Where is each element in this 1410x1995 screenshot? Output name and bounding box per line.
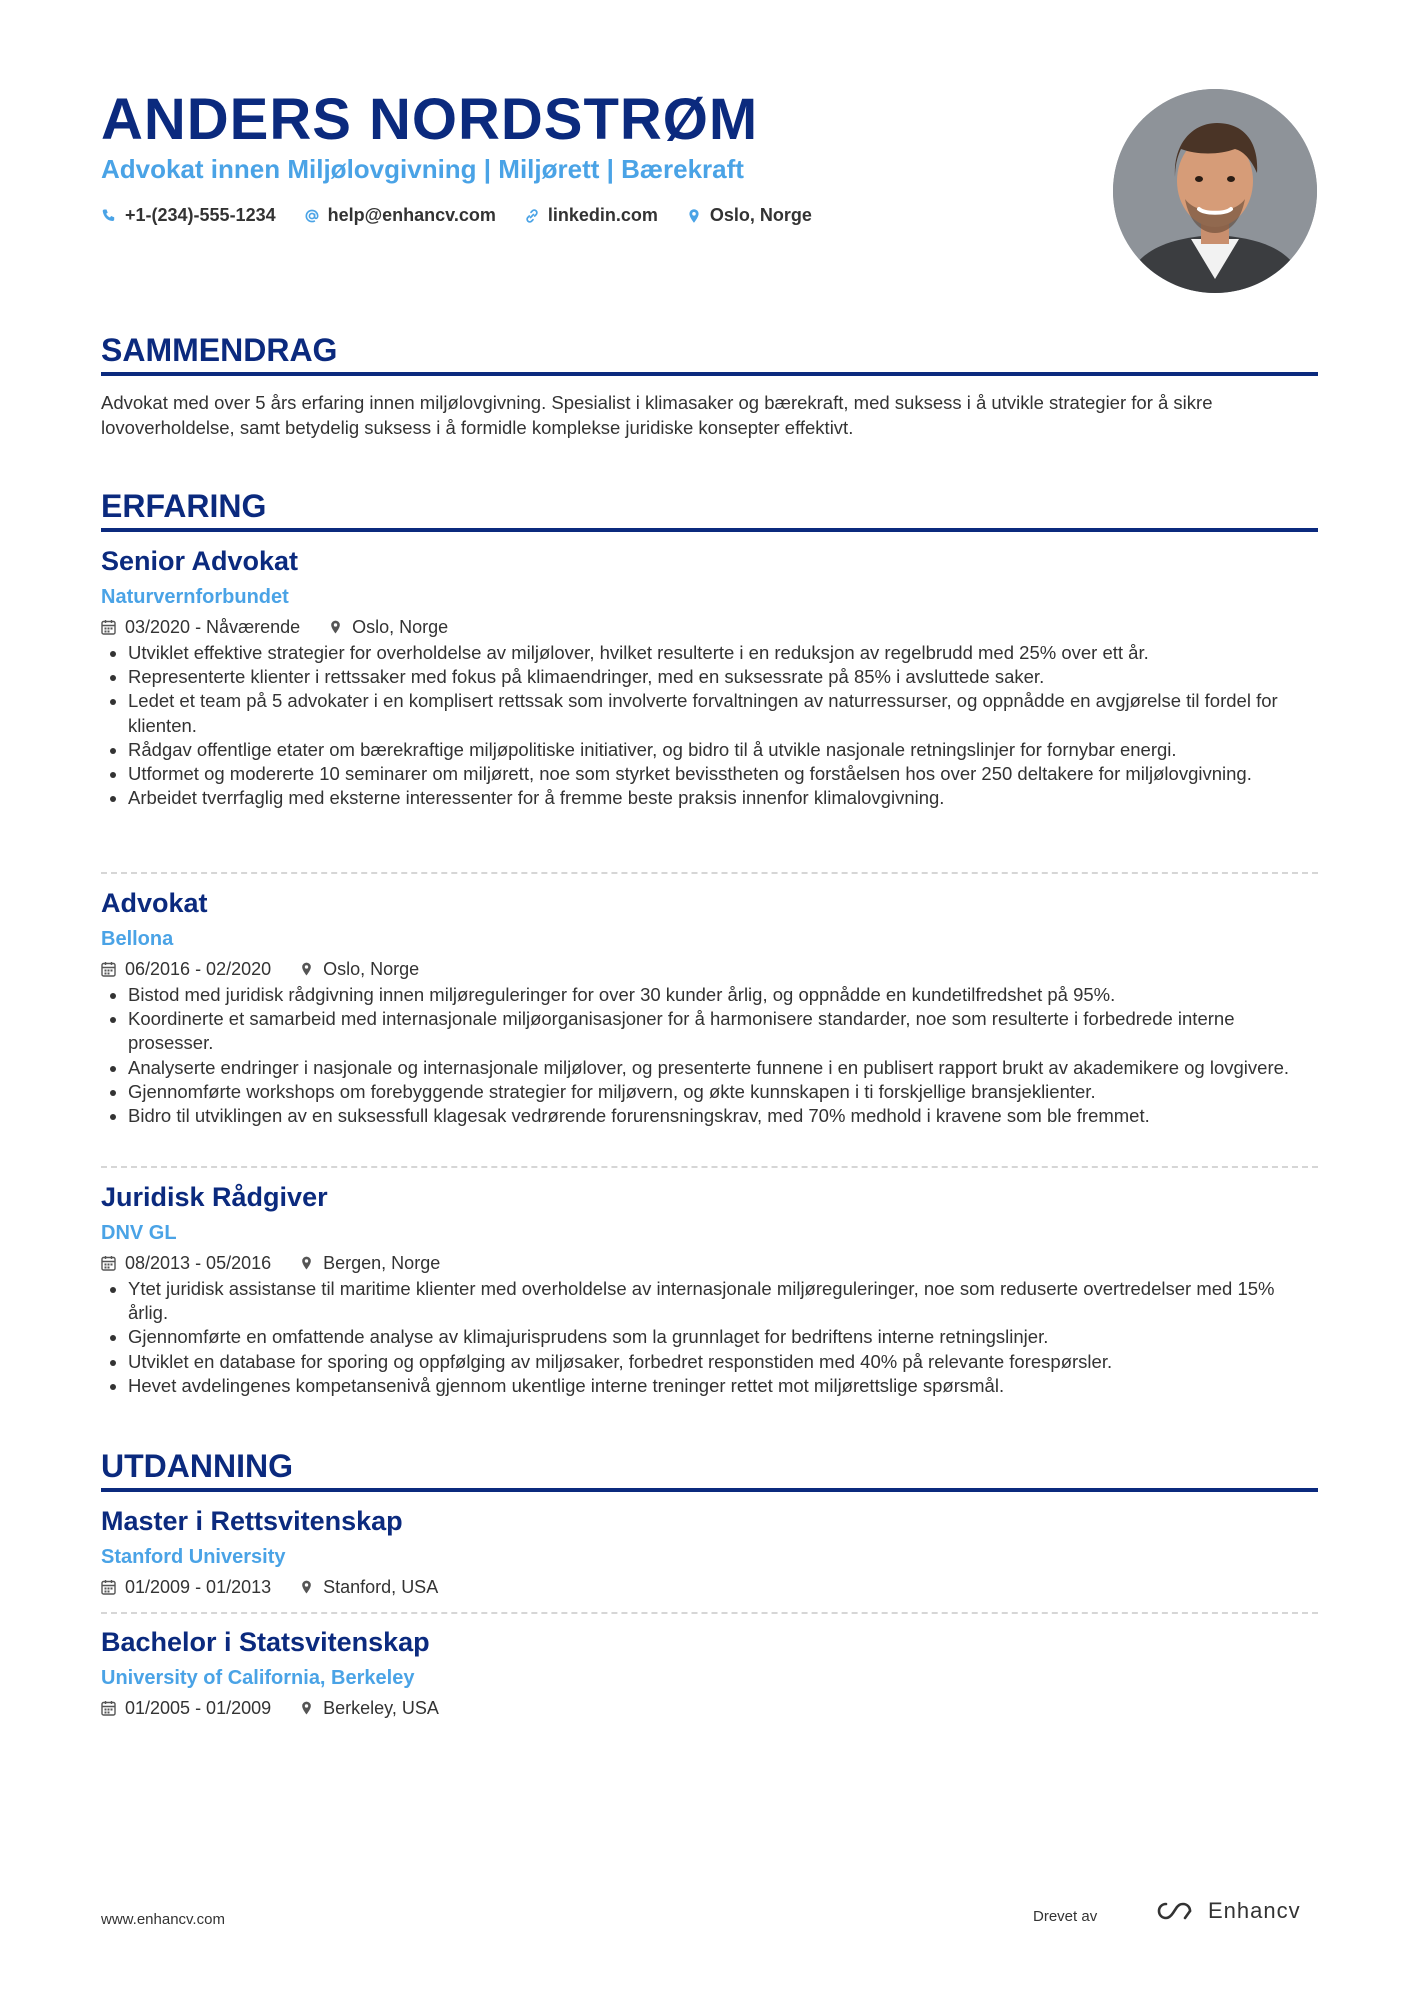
job-dates-text: 08/2013 - 05/2016 bbox=[125, 1253, 272, 1273]
job-meta bbox=[101, 615, 1318, 639]
contact-email-text: help@enhancv.com bbox=[327, 205, 496, 225]
location-pin-icon bbox=[328, 619, 343, 635]
job-bullet: • Gjennomførte workshops om forebyggende strategier for miljøvern, og økte kunnskapen i ti forskjellige bransjeklienter. bbox=[128, 1080, 1318, 1104]
job-bullet: • Hevet avdelingenes kompetansenivå gjennom ukentlige interne treninger rettet mot miljørettslige spørsmål. bbox=[128, 1374, 1318, 1398]
job-role: Juridisk Rådgiver bbox=[101, 1182, 328, 1212]
footer-brand-name: Enhancv bbox=[1208, 1898, 1301, 1923]
contact-linkedin-text: linkedin.com bbox=[547, 205, 658, 225]
education-dates-text: 01/2005 - 01/2009 bbox=[125, 1698, 272, 1718]
job-entry bbox=[101, 545, 1318, 810]
contact-linkedin[interactable] bbox=[524, 205, 658, 226]
job-bullet: • Rådgav offentlige etater om bærekraftige miljøpolitiske initiativer, og bidro til å utvikle nasjonale retningslinjer for fornybar energi. bbox=[128, 738, 1318, 762]
job-company: DNV GL bbox=[101, 1222, 177, 1244]
candidate-subtitle: Advokat innen Miljølovgivning | Miljørett | Bærekraft bbox=[101, 154, 744, 184]
candidate-name: ANDERS NORDSTRØM bbox=[101, 87, 759, 152]
job-bullet: • Utformet og modererte 10 seminarer om miljørett, noe som styrket bevisstheten og forståelsen hos over 250 deltakere for miljølovgivning. bbox=[128, 762, 1318, 786]
job-meta bbox=[101, 1251, 1318, 1275]
location-pin-icon bbox=[686, 208, 702, 224]
enhancv-logo-icon bbox=[1152, 1899, 1198, 1923]
job-bullet: • Ledet et team på 5 advokater i en komplisert rettssak som involverte forvaltningen av naturressurser, og oppnådde en avgjørelse til fordel for klienten. bbox=[128, 689, 1318, 737]
calendar-icon bbox=[101, 1700, 116, 1716]
experience-divider bbox=[101, 528, 1318, 532]
job-bullet: • Utviklet effektive strategier for overholdelse av miljølover, hvilket resulterte i en reduksjon av regelbrudd med 25% over ett år. bbox=[128, 641, 1318, 665]
job-entry bbox=[101, 887, 1318, 1128]
job-dates-text: 03/2020 - Nåværende bbox=[125, 617, 301, 637]
education-dates-text: 01/2009 - 01/2013 bbox=[125, 1577, 272, 1597]
contact-phone-text: +1-(234)-555-1234 bbox=[125, 205, 276, 225]
experience-section-title: ERFARING bbox=[101, 488, 267, 524]
job-bullets bbox=[101, 1277, 1318, 1398]
job-meta bbox=[101, 957, 1318, 981]
job-bullet: • Bistod med juridisk rådgivning innen miljøreguleringer for over 30 kunder årlig, og oppnådde en kundetilfredshet på 95%. bbox=[128, 983, 1318, 1007]
job-location bbox=[299, 957, 419, 981]
job-dates bbox=[101, 615, 300, 639]
location-pin-icon bbox=[299, 1700, 314, 1716]
footer-website-link[interactable]: www.enhancv.com bbox=[101, 1911, 225, 1928]
job-role: Advokat bbox=[101, 888, 208, 918]
education-degree: Bachelor i Statsvitenskap bbox=[101, 1627, 430, 1657]
job-company: Bellona bbox=[101, 928, 174, 950]
job-entry bbox=[101, 1181, 1318, 1398]
location-pin-icon bbox=[299, 1255, 314, 1271]
summary-text: Advokat med over 5 års erfaring innen miljølovgivning. Spesialist i klimasaker og bærekraft, med suksess i å utvikle strategier for å sikre lovoverholdelse, samt betydelig suksess i å formidle komplekse juridiske konsepter effektivt. bbox=[101, 392, 1213, 438]
education-section-title: UTDANNING bbox=[101, 1448, 293, 1484]
education-school: Stanford University bbox=[101, 1546, 286, 1568]
education-meta bbox=[101, 1696, 1318, 1720]
education-dates bbox=[101, 1696, 271, 1720]
job-bullet: • Analyserte endringer i nasjonale og internasjonale miljølover, og presenterte funnene i en publisert rapport brukt av akademikere og lovgivere. bbox=[128, 1056, 1318, 1080]
contact-bar bbox=[101, 205, 812, 226]
job-dates-text: 06/2016 - 02/2020 bbox=[125, 959, 272, 979]
education-location-text: Berkeley, USA bbox=[323, 1698, 439, 1718]
education-entry bbox=[101, 1505, 1318, 1599]
job-bullets bbox=[101, 983, 1318, 1128]
education-meta bbox=[101, 1575, 1318, 1599]
job-bullet: • Arbeidet tverrfaglig med eksterne interessenter for å fremme beste praksis innenfor klimalovgivning. bbox=[128, 786, 1318, 810]
profile-photo bbox=[1113, 89, 1317, 293]
job-bullet: • Ytet juridisk assistanse til maritime klienter med overholdelse av internasjonale miljøreguleringer, noe som reduserte overtredelser med 15% årlig. bbox=[128, 1277, 1318, 1325]
job-location-text: Oslo, Norge bbox=[352, 617, 449, 637]
avatar bbox=[1113, 89, 1317, 293]
contact-email[interactable] bbox=[304, 205, 496, 226]
link-icon bbox=[524, 208, 540, 224]
summary-section-title: SAMMENDRAG bbox=[101, 332, 338, 368]
education-location bbox=[299, 1696, 439, 1720]
education-location-text: Stanford, USA bbox=[323, 1577, 439, 1597]
job-role: Senior Advokat bbox=[101, 546, 299, 576]
calendar-icon bbox=[101, 1255, 116, 1271]
job-bullet: • Gjennomførte en omfattende analyse av klimajurisprudens som la grunnlaget for bedriftens interne retningslinjer. bbox=[128, 1325, 1318, 1349]
entry-divider bbox=[101, 1612, 1318, 1614]
job-company: Naturvernforbundet bbox=[101, 586, 289, 608]
calendar-icon bbox=[101, 961, 116, 977]
footer-brand-logo[interactable] bbox=[1152, 1898, 1301, 1924]
contact-location bbox=[686, 205, 812, 226]
job-location bbox=[299, 1251, 440, 1275]
calendar-icon bbox=[101, 619, 116, 635]
entry-divider bbox=[101, 1166, 1318, 1168]
job-dates bbox=[101, 957, 271, 981]
education-degree: Master i Rettsvitenskap bbox=[101, 1506, 403, 1536]
job-location bbox=[328, 615, 448, 639]
phone-icon bbox=[101, 208, 117, 224]
job-bullet: • Koordinerte et samarbeid med internasjonale miljøorganisasjoner for å harmonisere standarder, noe som resulterte i forbedrede interne prosesser. bbox=[128, 1007, 1318, 1055]
location-pin-icon bbox=[299, 961, 314, 977]
job-location-text: Oslo, Norge bbox=[323, 959, 420, 979]
calendar-icon bbox=[101, 1579, 116, 1595]
job-bullet: • Representerte klienter i rettssaker med fokus på klimaendringer, med en suksessrate på 85% i avsluttede saker. bbox=[128, 665, 1318, 689]
footer-powered-by: Drevet av bbox=[1033, 1908, 1098, 1925]
education-location bbox=[299, 1575, 438, 1599]
contact-phone[interactable] bbox=[101, 205, 276, 226]
job-bullets bbox=[101, 641, 1318, 810]
entry-divider bbox=[101, 872, 1318, 874]
job-location-text: Bergen, Norge bbox=[323, 1253, 441, 1273]
job-dates bbox=[101, 1251, 271, 1275]
job-bullet: • Utviklet en database for sporing og oppfølging av miljøsaker, forbedret responstiden med 40% på relevante forespørsler. bbox=[128, 1350, 1318, 1374]
contact-location-text: Oslo, Norge bbox=[709, 205, 812, 225]
location-pin-icon bbox=[299, 1579, 314, 1595]
education-entry bbox=[101, 1626, 1318, 1720]
at-icon bbox=[304, 208, 320, 224]
education-dates bbox=[101, 1575, 271, 1599]
education-school: University of California, Berkeley bbox=[101, 1667, 415, 1689]
job-bullet: • Bidro til utviklingen av en suksessfull klagesak vedrørende forurensningskrav, med 70% medhold i kravene som ble fremmet. bbox=[128, 1104, 1318, 1128]
education-divider bbox=[101, 1488, 1318, 1492]
summary-divider bbox=[101, 372, 1318, 376]
